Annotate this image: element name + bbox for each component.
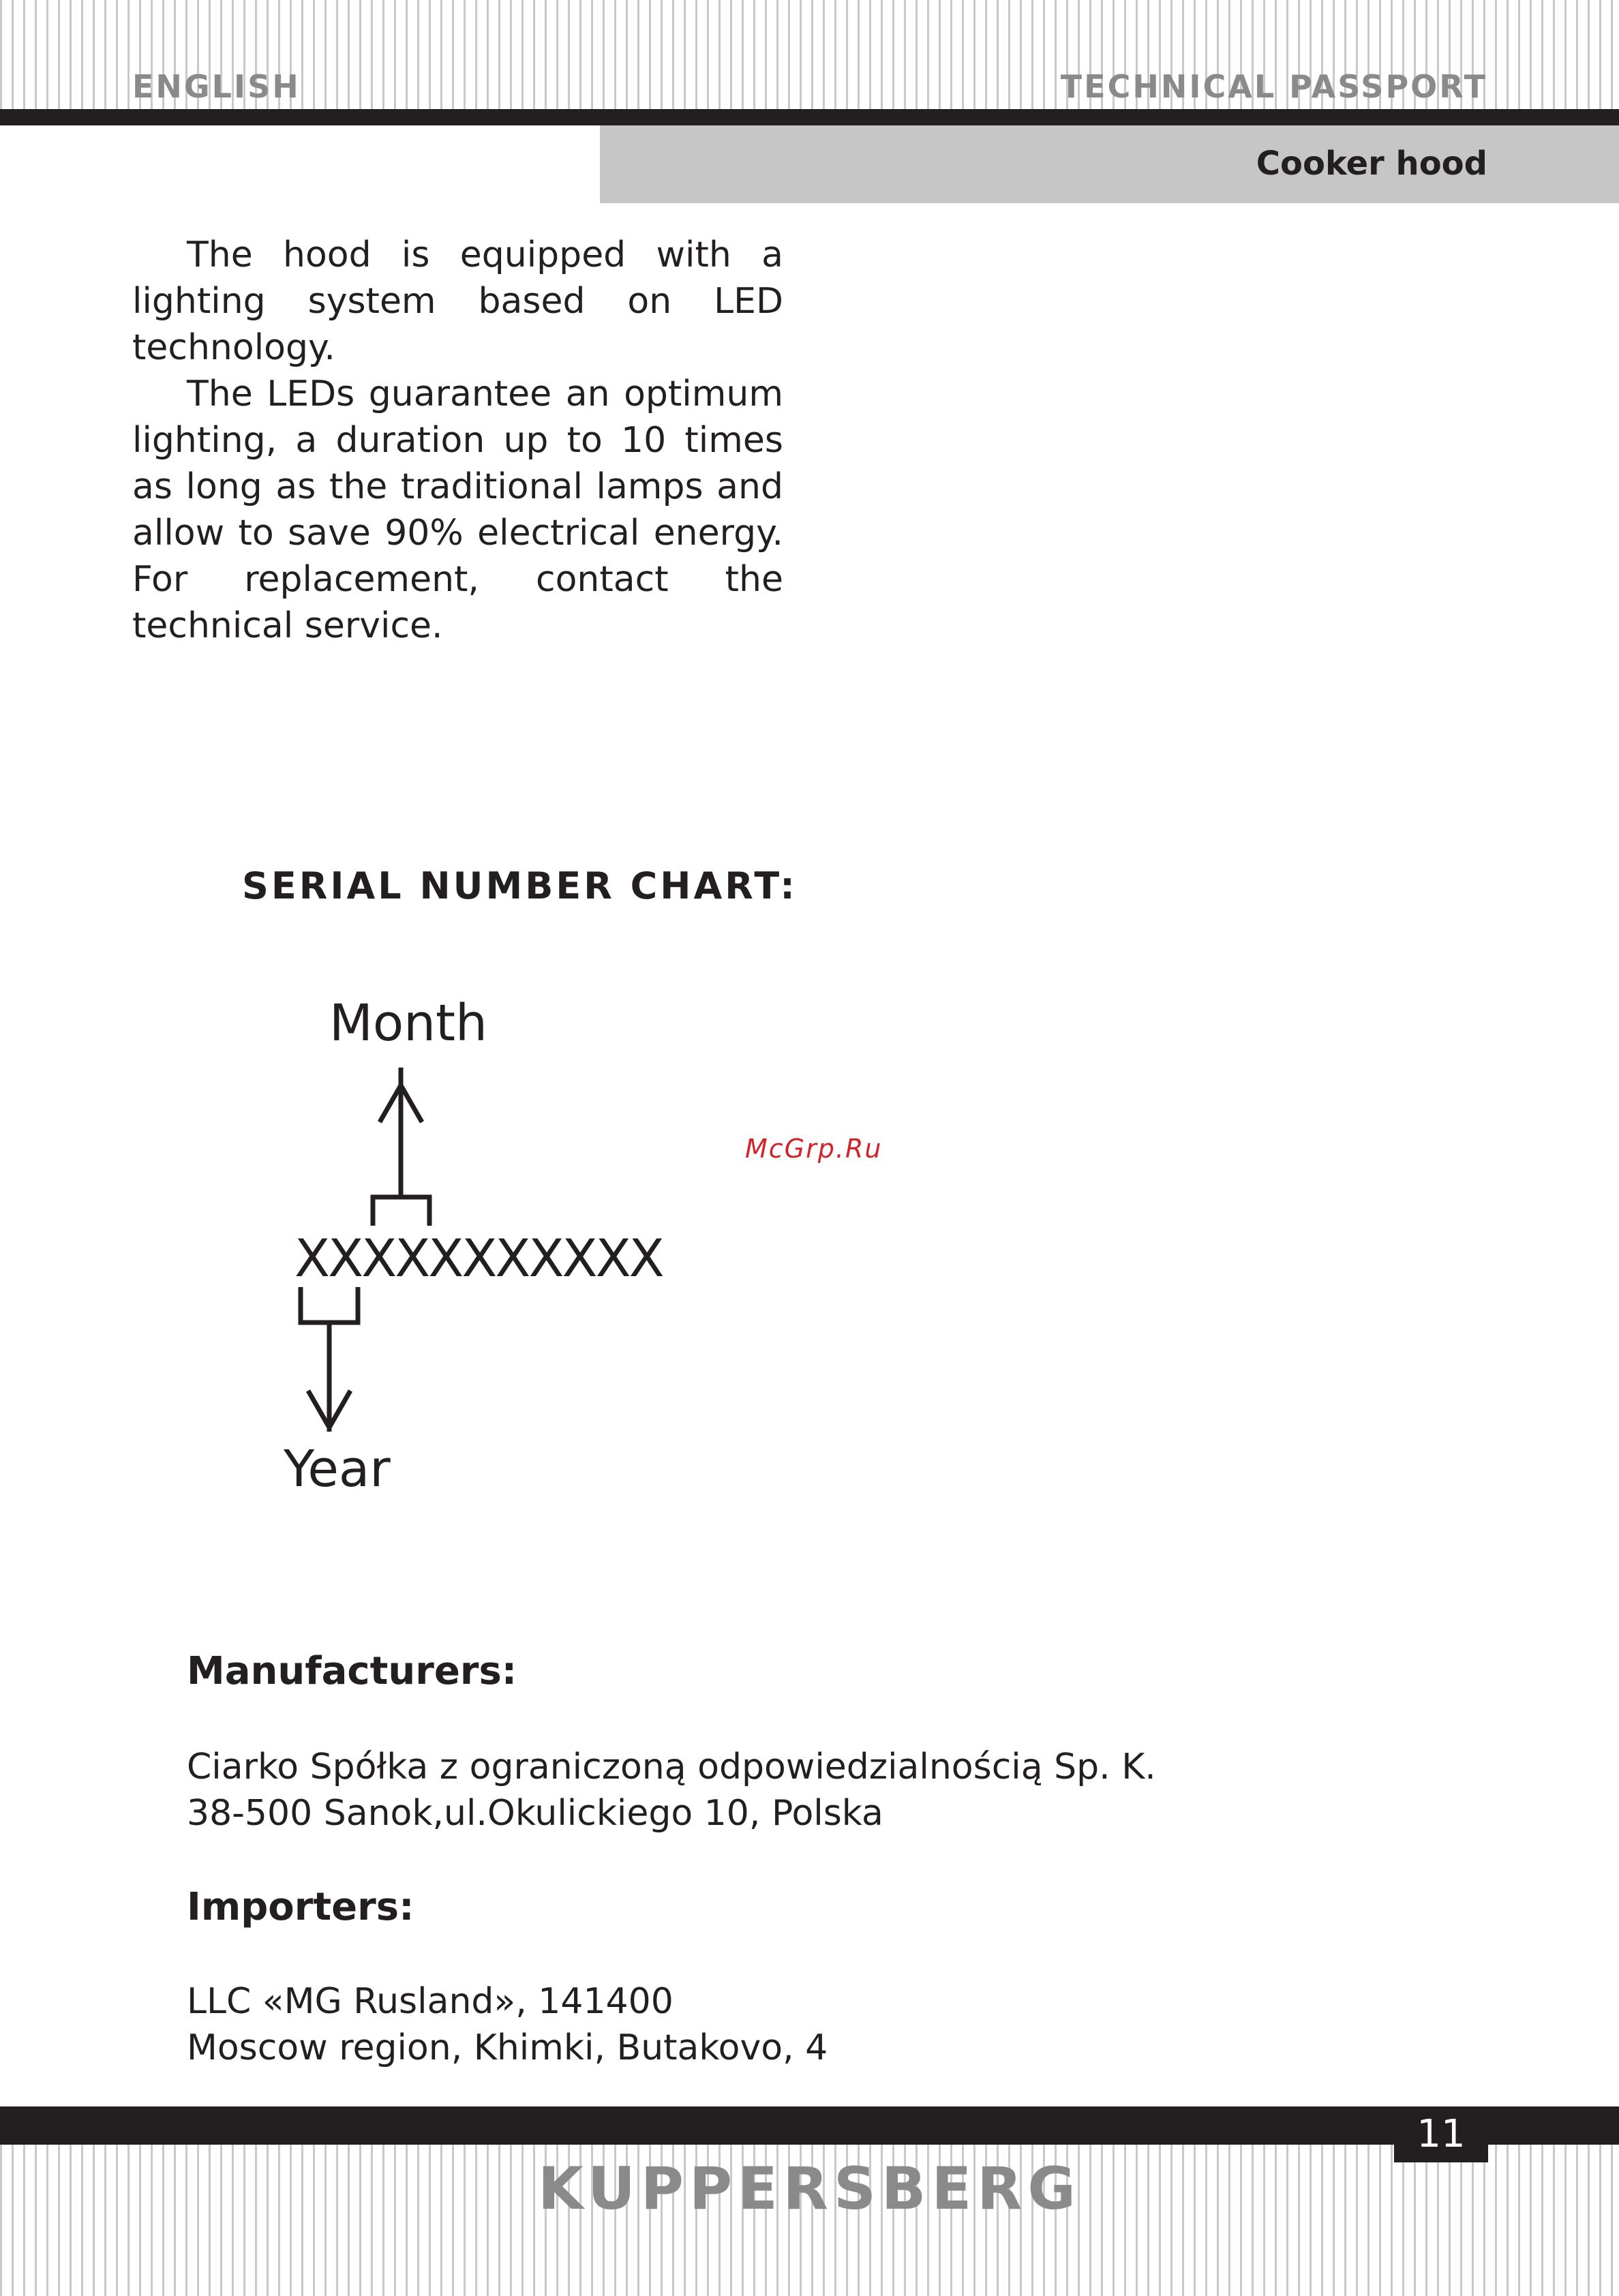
product-name: Cooker hood xyxy=(1256,145,1487,183)
header-language: ENGLISH xyxy=(132,68,301,105)
importers-heading: Importers: xyxy=(187,1885,414,1929)
year-label: Year xyxy=(284,1440,391,1498)
serial-number-pattern: XXXXXXXXXXX xyxy=(294,1228,663,1288)
lighting-description xyxy=(132,232,783,649)
footer-divider-bar xyxy=(0,2106,1619,2145)
manufacturer-name: Ciarko Spółka z ograniczoną odpowiedzialnością Sp. K. xyxy=(187,1747,1156,1787)
page-number: 11 xyxy=(1417,2112,1466,2156)
month-arrow xyxy=(373,1068,429,1226)
paragraph-led-benefits: The LEDs guarantee an optimum lighting, a duration up to 10 times as long as the traditional lamps and allow to save 90% electrical energy. For replacement, contact the technical service. xyxy=(132,374,783,646)
manufacturers-heading: Manufacturers: xyxy=(187,1649,517,1693)
product-band xyxy=(600,125,1619,203)
header-divider-bar xyxy=(0,109,1619,125)
importer-name: LLC «MG Rusland», 141400 xyxy=(187,1981,674,2022)
manufacturer-location: 38-500 Sanok,ul.Okulickiego 10, Polska xyxy=(187,1793,883,1834)
year-arrow xyxy=(301,1287,358,1432)
serial-number-diagram xyxy=(259,995,736,1527)
importer-address xyxy=(187,1978,828,2071)
serial-chart-title: SERIAL NUMBER CHART: xyxy=(242,864,798,907)
page-number-box xyxy=(1394,2106,1488,2162)
brand-logo-text: KUPPERSBERG xyxy=(537,2155,1082,2223)
paragraph-led-system: The hood is equipped with a lighting system based on LED technology. xyxy=(132,235,783,368)
importer-location: Moscow region, Khimki, Butakovo, 4 xyxy=(187,2027,828,2068)
watermark: McGrp.Ru xyxy=(745,1134,883,1164)
header-document-title: TECHNICAL PASSPORT xyxy=(1060,68,1487,105)
manufacturer-address xyxy=(187,1744,1156,1837)
month-label: Month xyxy=(329,995,487,1053)
